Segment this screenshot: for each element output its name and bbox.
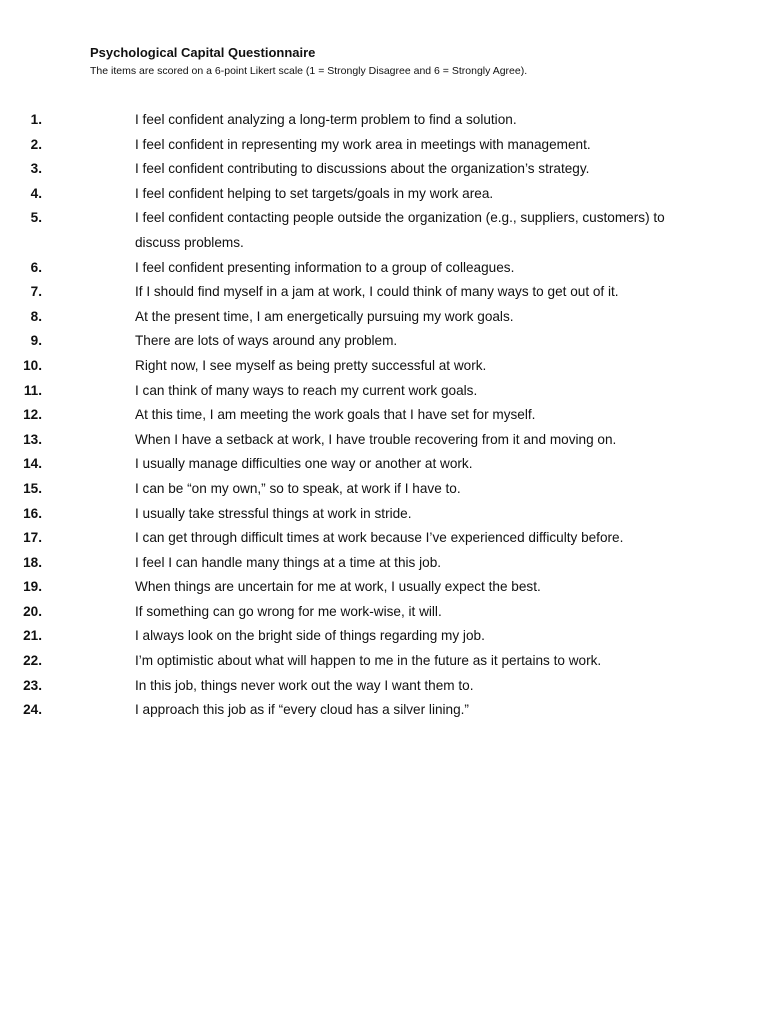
item-number: 20. [23, 603, 42, 619]
item-text: I can think of many ways to reach my current work goals. [135, 382, 478, 398]
item-text: I feel confident helping to set targets/goals in my work area. [135, 185, 494, 201]
list-item [0, 354, 680, 379]
item-text: I usually manage difficulties one way or another at work. [135, 456, 473, 472]
page-title: Psychological Capital Questionnaire [90, 45, 316, 60]
item-text: At this time, I am meeting the work goals that I have set for myself. [135, 407, 536, 423]
item-number: 6. [30, 259, 42, 275]
item-number: 1. [30, 112, 42, 127]
item-text: I approach this job as if “every cloud has a silver lining.” [135, 702, 469, 718]
list-item [0, 674, 680, 699]
item-text: In this job, things never work out the way I want them to. [135, 677, 474, 693]
item-text: I’m optimistic about what will happen to me in the future as it pertains to work. [135, 653, 602, 669]
item-text: I feel confident contributing to discussions about the organization’s strategy. [135, 161, 590, 177]
item-text: At the present time, I am energetically pursuing my work goals. [135, 308, 514, 324]
item-text: I can be “on my own,” so to speak, at work if I have to. [135, 480, 461, 496]
item-text: I feel confident contacting people outside the organization (e.g., suppliers, customers) to discuss problems. [135, 210, 665, 250]
item-number: 9. [30, 333, 42, 349]
list-item [0, 649, 680, 674]
list-item [0, 329, 680, 354]
item-text: I feel confident in representing my work area in meetings with management. [135, 136, 591, 152]
list-item [0, 477, 680, 502]
item-number: 18. [23, 554, 42, 570]
item-number: 15. [23, 480, 42, 496]
list-item [0, 551, 680, 576]
item-number: 12. [23, 407, 42, 423]
item-number: 14. [23, 456, 42, 472]
item-text: I feel confident presenting information to a group of colleagues. [135, 259, 515, 275]
questionnaire-item-list [0, 108, 768, 723]
item-number: 21. [23, 628, 42, 644]
list-item [0, 133, 680, 158]
list-item [0, 157, 680, 182]
list-item [0, 206, 680, 255]
item-text: When I have a setback at work, I have trouble recovering from it and moving on. [135, 431, 617, 447]
list-item [0, 428, 680, 453]
item-text: I usually take stressful things at work in stride. [135, 505, 412, 521]
item-text: If I should find myself in a jam at work, I could think of many ways to get out of it. [135, 284, 619, 300]
list-item [0, 600, 680, 625]
item-number: 23. [23, 677, 42, 693]
list-item [0, 624, 680, 649]
item-number: 17. [23, 530, 42, 546]
item-text: I feel I can handle many things at a time at this job. [135, 554, 442, 570]
item-number: 16. [23, 505, 42, 521]
list-item [0, 280, 680, 305]
item-text: If something can go wrong for me work-wise, it will. [135, 603, 442, 619]
list-item [0, 575, 680, 600]
item-number: 8. [30, 308, 42, 324]
item-text: I always look on the bright side of things regarding my job. [135, 628, 485, 644]
page-subtitle: The items are scored on a 6-point Likert scale (1 = Strongly Disagree and 6 = Strongly Agree). [90, 65, 528, 77]
item-number: 13. [23, 431, 42, 447]
item-number: 10. [23, 357, 42, 373]
item-text: I feel confident analyzing a long-term problem to find a solution. [135, 112, 517, 127]
list-item [0, 108, 680, 133]
list-item [0, 379, 680, 404]
item-text: Right now, I see myself as being pretty successful at work. [135, 357, 487, 373]
list-item [0, 256, 680, 281]
item-number: 22. [23, 653, 42, 669]
list-item [0, 305, 680, 330]
item-text: There are lots of ways around any problem. [135, 333, 398, 349]
list-item [0, 502, 680, 527]
item-number: 24. [23, 702, 42, 718]
item-number: 11. [23, 382, 42, 398]
item-number: 19. [23, 579, 42, 595]
item-number: 3. [30, 161, 42, 177]
list-item [0, 526, 680, 551]
list-item [0, 452, 680, 477]
item-number: 2. [30, 136, 42, 152]
item-number: 4. [30, 185, 42, 201]
list-item [0, 182, 680, 207]
list-item [0, 403, 680, 428]
list-item [0, 698, 680, 723]
item-text: I can get through difficult times at work because I’ve experienced difficulty before. [135, 530, 624, 546]
item-text: When things are uncertain for me at work, I usually expect the best. [135, 579, 541, 595]
item-number: 5. [30, 210, 42, 226]
item-number: 7. [30, 284, 42, 300]
